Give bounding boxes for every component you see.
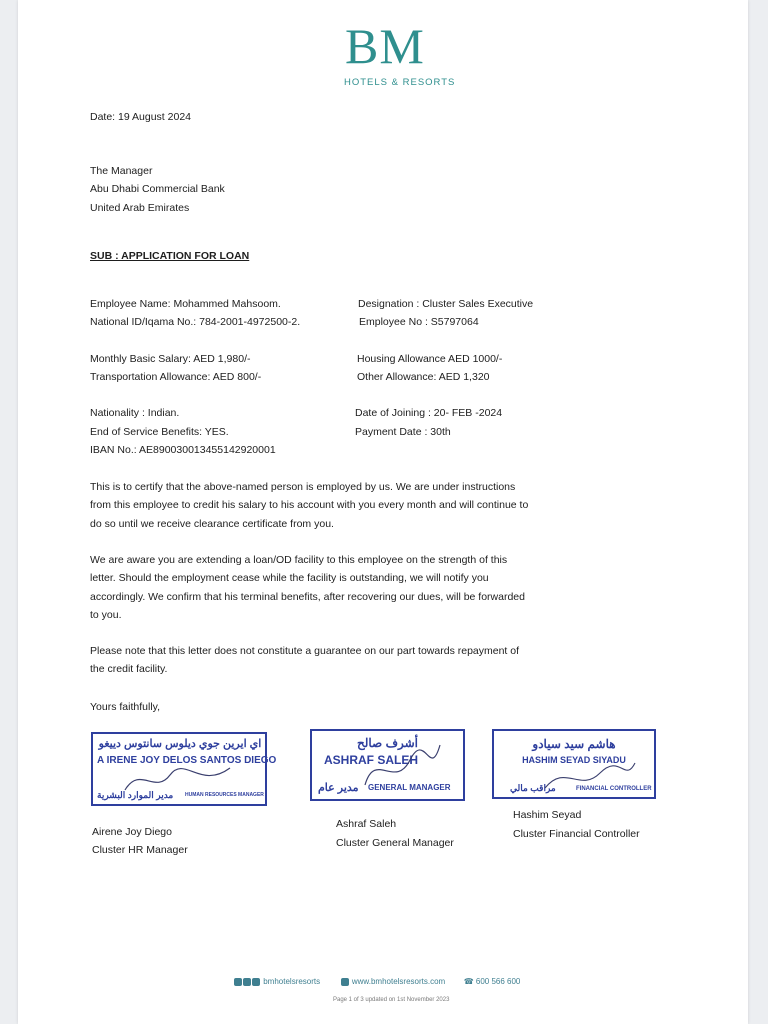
recipient-line: United Arab Emirates (90, 202, 190, 214)
detail-basic-salary: Monthly Basic Salary: AED 1,980/- (90, 353, 251, 365)
detail-transport-allowance: Transportation Allowance: AED 800/- (90, 371, 262, 383)
detail-employee-no: Employee No : S5797064 (359, 316, 479, 328)
stamp-role-arabic: مدير عام (318, 782, 359, 794)
detail-iban: IBAN No.: AE890030013455142920001 (90, 444, 276, 456)
detail-housing-allowance: Housing Allowance AED 1000/- (357, 353, 503, 365)
footer-phone[interactable]: 600 566 600 (475, 977, 521, 986)
closing-line: Yours faithfully, (90, 701, 161, 713)
footer-page-note: Page 1 of 3 updated on 1st November 2023 (333, 997, 450, 1003)
stamp-role: FINANCIAL CONTROLLER (576, 786, 652, 792)
stamp-arabic-name: اي ايرين جوي ديلوس سانتوس دييغو (98, 738, 262, 750)
twitter-icon (243, 978, 251, 986)
instagram-icon (252, 978, 260, 986)
stamp-role-arabic: مراقب مالي (510, 783, 556, 793)
body-paragraph: We are aware you are extending a loan/OD facility to this employee on the strength of this letter. Should the employment cease while the facility is outstanding, we will notify you accordingly. We confirm that his terminal benefits, after recovering our dues, will be forwarded to you. (90, 554, 525, 621)
stamp-role-arabic: مدير الموارد البشرية (97, 790, 174, 800)
globe-icon (341, 978, 349, 986)
signatory-name: Hashim Seyad (513, 809, 582, 821)
body-paragraph: This is to certify that the above-named person is employed by us. We are under instructions from this employee to credit his salary to his account with you every month and will continue to do so until we receive clearance certificate from you. (90, 481, 529, 530)
signature-scribble (540, 748, 640, 798)
letter-subject: SUB : APPLICATION FOR LOAN (90, 250, 250, 262)
signatory-name: Ashraf Saleh (336, 818, 397, 830)
stamp-name: ASHRAF SALEH (323, 753, 418, 767)
signature-scribble (120, 760, 240, 800)
recipient-line: The Manager (90, 165, 153, 177)
stamp-role: GENERAL MANAGER (368, 783, 451, 792)
detail-payment-date: Payment Date : 30th (355, 426, 451, 438)
phone-icon: ☎ (463, 977, 474, 986)
detail-other-allowance: Other Allowance: AED 1,320 (357, 371, 490, 383)
bm-logo: BM (345, 18, 425, 74)
detail-national-id: National ID/Iqama No.: 784-2001-4972500-2. (90, 316, 301, 328)
signatory-name: Airene Joy Diego (92, 826, 172, 838)
stamp-name: A IRENE JOY DELOS SANTOS DIEGO (97, 755, 277, 766)
logo-subtitle: HOTELS & RESORTS (344, 77, 456, 88)
signature-scribble (355, 740, 445, 795)
letter-date: Date: 19 August 2024 (90, 111, 191, 123)
facebook-icon (234, 978, 242, 986)
signatory-title: Cluster Financial Controller (513, 828, 640, 840)
stamp-name: HASHIM SEYAD SIYADU (522, 755, 626, 765)
signatory-title: Cluster General Manager (336, 837, 454, 849)
detail-employee-name: Employee Name: Mohammed Mahsoom. (90, 298, 281, 310)
detail-nationality: Nationality : Indian. (90, 407, 180, 419)
footer-contacts (234, 977, 520, 986)
footer-website[interactable]: www.bmhotelsresorts.com (351, 977, 446, 986)
stamp-arabic-name: هاشم سيد سيادو (532, 737, 616, 751)
recipient-line: Abu Dhabi Commercial Bank (90, 183, 225, 195)
stamp-role: HUMAN RESOURCES MANAGER (185, 792, 264, 798)
detail-eos-benefits: End of Service Benefits: YES. (90, 426, 229, 438)
stamp-arabic-name: أشرف صالح (356, 736, 419, 750)
detail-designation: Designation : Cluster Sales Executive (358, 298, 534, 310)
footer-social-handle[interactable]: bmhotelsresorts (263, 977, 321, 986)
detail-date-of-joining: Date of Joining : 20- FEB -2024 (355, 407, 503, 419)
signatory-title: Cluster HR Manager (92, 844, 188, 856)
body-paragraph: Please note that this letter does not constitute a guarantee on our part towards repayment of the credit facility. (90, 645, 520, 676)
